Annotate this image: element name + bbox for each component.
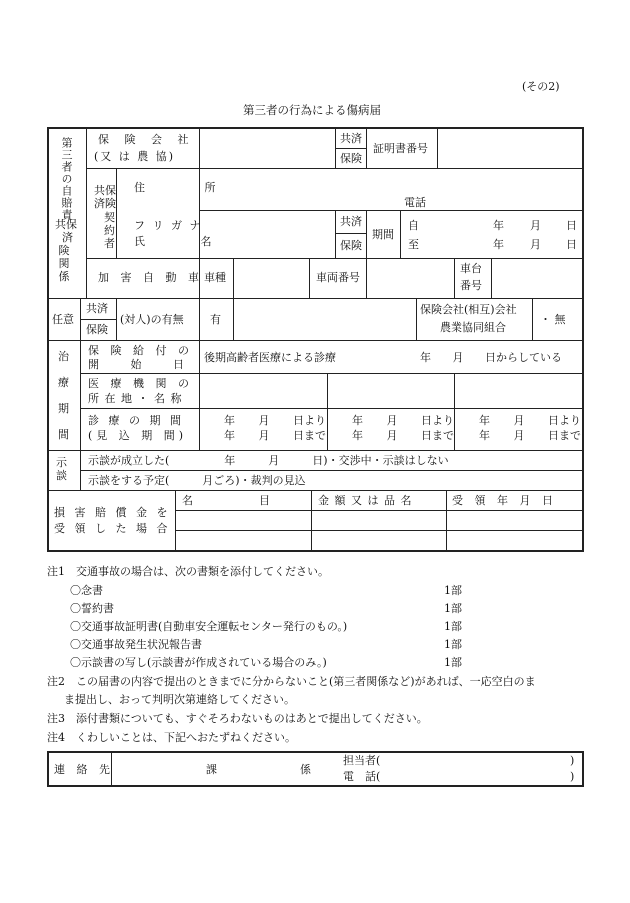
voluntary-label: 任意 [52, 313, 74, 326]
settlement-side: 示 談 [56, 456, 67, 482]
note-doc-3: 〇交通事故証明書(自動車安全運転センター発行のもの。) [70, 620, 348, 633]
contractor-label: 共保 済険 [94, 184, 116, 210]
contractor-label-2: 契 約 者 [104, 211, 115, 250]
company-kyosai: 共済 [340, 132, 362, 145]
vehicle-label: 加 害 自 動 車 [98, 271, 203, 284]
voluntary-hoken: 保険 [86, 323, 108, 336]
furigana-label: フ リ ガ ナ [134, 219, 203, 232]
note-copies-3: 1部 [444, 620, 462, 633]
settlement-plan: 示談をする予定( 月ごろ)・裁判の見込 [88, 474, 306, 487]
phone-label: 電話 [404, 196, 426, 209]
vehicle-reg-label-1: 車台 [460, 262, 482, 275]
note-doc-1: 〇念書 [70, 584, 103, 597]
third-party-side-label-2b: 共保 済 険 関 係 [55, 218, 77, 283]
period-label: 期間 [372, 228, 394, 241]
name-label: 氏 名 [134, 235, 238, 248]
personal-coverage-label: (対人)の有無 [120, 313, 184, 326]
voluntary-company-2: 農業協同組合 [440, 321, 506, 334]
to-month: 月 [530, 238, 541, 251]
contract-kyosai: 共済 [340, 215, 362, 228]
damages-col-amount: 金 額 又 は 品 名 [318, 494, 413, 507]
damages-label-1: 損 害 賠 償 金 を [54, 506, 171, 519]
company-hoken: 保険 [340, 152, 362, 165]
contact-subsection: 係 [300, 763, 311, 776]
period-from-2: 年 月 日より [352, 414, 454, 427]
note-2a: 注2 この届書の内容で提出のときまでに分からないこと(第三者関係など)があれば、一応空白のま [47, 675, 536, 688]
note-doc-2: 〇誓約書 [70, 602, 114, 615]
damages-label-2: 受 領 し た 場 合 [54, 522, 171, 535]
treatment-side-1: 治 [58, 350, 69, 363]
period-from-1: 年 月 日より [224, 414, 326, 427]
contact-phone-close: ) [570, 770, 575, 783]
note-2b: ま提出し、おって判明次第連絡してください。 [64, 693, 295, 706]
benefit-start-date: 年 月 日からしている [420, 351, 562, 364]
note-copies-4: 1部 [444, 638, 462, 651]
settlement-done: 示談が成立した( 年 月 日)・交渉中・示談はしない [88, 454, 449, 467]
period-to-3: 年 月 日まで [479, 429, 581, 442]
contact-person: 担当者( [343, 754, 381, 767]
note-copies-2: 1部 [444, 602, 462, 615]
certificate-number-label: 証明書番号 [373, 142, 428, 155]
treatment-period-label-2: (見 込 期 間) [88, 429, 188, 442]
vehicle-number-label: 車両番号 [316, 271, 360, 284]
period-to-2: 年 月 日まで [352, 429, 454, 442]
vehicle-type-label: 車種 [204, 271, 226, 284]
to-day: 日 [566, 238, 577, 251]
note-doc-5: 〇示談書の写し(示談書が作成されている場合のみ。) [70, 656, 327, 669]
treatment-side-3: 期 [58, 402, 69, 415]
period-to: 至 [408, 238, 419, 251]
note-4: 注4 くわしいことは、下記へおたずねください。 [47, 731, 296, 744]
note-copies-1: 1部 [444, 584, 462, 597]
contact-phone: 電 話( [343, 770, 381, 783]
note-doc-4: 〇交通事故発生状況報告書 [70, 638, 202, 651]
treatment-period-label-1: 診 療 の 期 間 [88, 414, 184, 427]
benefit-start-label-2: 開 始 日 [88, 358, 198, 371]
page-label: (その2) [522, 80, 560, 93]
contact-person-close: ) [570, 754, 575, 767]
institution-label-1: 医 療 機 関 の [88, 377, 193, 390]
insurance-company-label-2: (又 は 農 協) [94, 150, 176, 163]
to-year: 年 [493, 238, 504, 251]
damages-col-name: 名 目 [182, 494, 270, 507]
from-month: 月 [530, 219, 541, 232]
benefit-start-label-1: 保 険 給 付 の [88, 344, 193, 357]
vehicle-reg-label-2: 番号 [460, 279, 482, 292]
treatment-side-4: 間 [58, 428, 69, 441]
coverage-yes: 有 [210, 313, 221, 326]
address-label: 住 所 [134, 181, 244, 194]
insurance-company-label-1: 保 険 会 社 [98, 133, 195, 146]
period-from: 自 [408, 219, 419, 232]
third-party-side-label-1: 第三者の自賠責 [60, 137, 73, 221]
note-1: 注1 交通事故の場合は、次の書類を添付してください。 [47, 565, 329, 578]
from-year: 年 [493, 219, 504, 232]
form-title: 第三者の行為による傷病届 [243, 103, 381, 117]
contract-hoken: 保険 [340, 239, 362, 252]
note-3: 注3 添付書類についても、すぐそろわないものはあとで提出してください。 [47, 712, 428, 725]
coverage-none: ・ 無 [540, 313, 566, 326]
period-from-3: 年 月 日より [479, 414, 581, 427]
voluntary-kyosai: 共済 [86, 302, 108, 315]
period-to-1: 年 月 日まで [224, 429, 326, 442]
damages-col-date: 受 領 年 月 日 [452, 494, 557, 507]
institution-label-2: 所 在 地 ・ 名 称 [88, 392, 183, 405]
from-day: 日 [566, 219, 577, 232]
contact-label: 連 絡 先 [54, 763, 114, 776]
voluntary-company-1: 保険会社(相互)会社 [420, 303, 517, 316]
treatment-side-2: 療 [58, 376, 69, 389]
note-copies-5: 1部 [444, 656, 462, 669]
contact-section: 課 [206, 763, 217, 776]
benefit-start-text: 後期高齢者医療による診療 [204, 351, 336, 364]
